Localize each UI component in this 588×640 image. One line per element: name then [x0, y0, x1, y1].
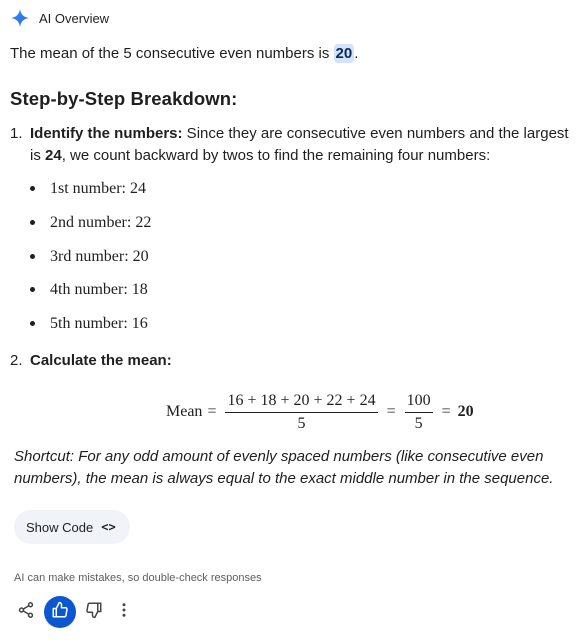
show-code-button[interactable] [14, 510, 130, 544]
list-item-text: 5th number: 16 [50, 315, 148, 333]
total-fraction [405, 392, 433, 433]
feedback-actions [14, 596, 138, 628]
shortcut-note: Shortcut: For any odd amount of evenly spaced numbers (like consecutive even numbers), the mean is always equal to the exact middle number in the sequence. [14, 448, 554, 487]
step-body [30, 123, 582, 167]
equals-sign: = [207, 403, 217, 420]
mean-formula [166, 390, 474, 434]
thumbs-down-button[interactable] [78, 596, 110, 628]
show-code-label: Show Code [26, 519, 94, 535]
formula-result: 20 [457, 403, 474, 420]
fraction-denominator: 5 [414, 414, 423, 432]
bullet-dot [30, 321, 35, 326]
bullet-dot [30, 254, 35, 259]
thumbs-up-button[interactable] [44, 596, 76, 628]
list-item-text: 3rd number: 20 [50, 247, 149, 265]
list-item-text: 1st number: 24 [50, 180, 146, 197]
share-icon [17, 601, 35, 624]
ai-overview-header [10, 6, 109, 30]
thumbs-up-icon [51, 601, 69, 624]
sum-fraction [225, 392, 377, 433]
fraction-numerator: 100 [405, 392, 433, 413]
bullet-dot [30, 287, 35, 292]
ai-overview-title: AI Overview [39, 10, 110, 26]
equals-sign: = [441, 403, 451, 420]
step-number: 1. [10, 125, 23, 142]
list-item-text: 4th number: 18 [50, 281, 148, 299]
thumbs-down-icon [85, 601, 103, 624]
highlighted-answer: 20 [335, 45, 353, 62]
step-number: 2. [10, 352, 23, 369]
more-vert-icon [115, 601, 133, 624]
more-options-button[interactable] [110, 596, 138, 628]
summary-period: . [354, 45, 359, 62]
fraction-numerator: 16 + 18 + 20 + 22 + 24 [225, 392, 377, 413]
share-button[interactable] [14, 596, 38, 628]
list-item-text: 2nd number: 22 [50, 213, 152, 231]
disclaimer: AI can make mistakes, so double-check responses [14, 572, 262, 584]
code-icon: <> [101, 520, 116, 534]
step-title: Identify the numbers: [30, 125, 183, 142]
bullet-dot [30, 186, 35, 191]
bullet-dot [30, 220, 35, 225]
step-text: Since they are consecutive even numbers and the largest is [30, 125, 569, 164]
sparkle-icon [10, 8, 30, 28]
summary-text: The mean of the 5 consecutive even numbers is [10, 45, 334, 62]
answer-summary [10, 43, 358, 65]
fraction-denominator: 5 [297, 414, 306, 432]
formula-label: Mean [166, 403, 203, 420]
equals-sign: = [386, 403, 396, 420]
breakdown-heading: Step-by-Step Breakdown: [10, 88, 238, 109]
step-text-continued: , we count backward by twos to find the remaining four numbers: [61, 147, 491, 164]
step-body [30, 350, 582, 372]
step-bold-value: 24 [45, 147, 62, 164]
step-title: Calculate the mean: [30, 352, 172, 369]
